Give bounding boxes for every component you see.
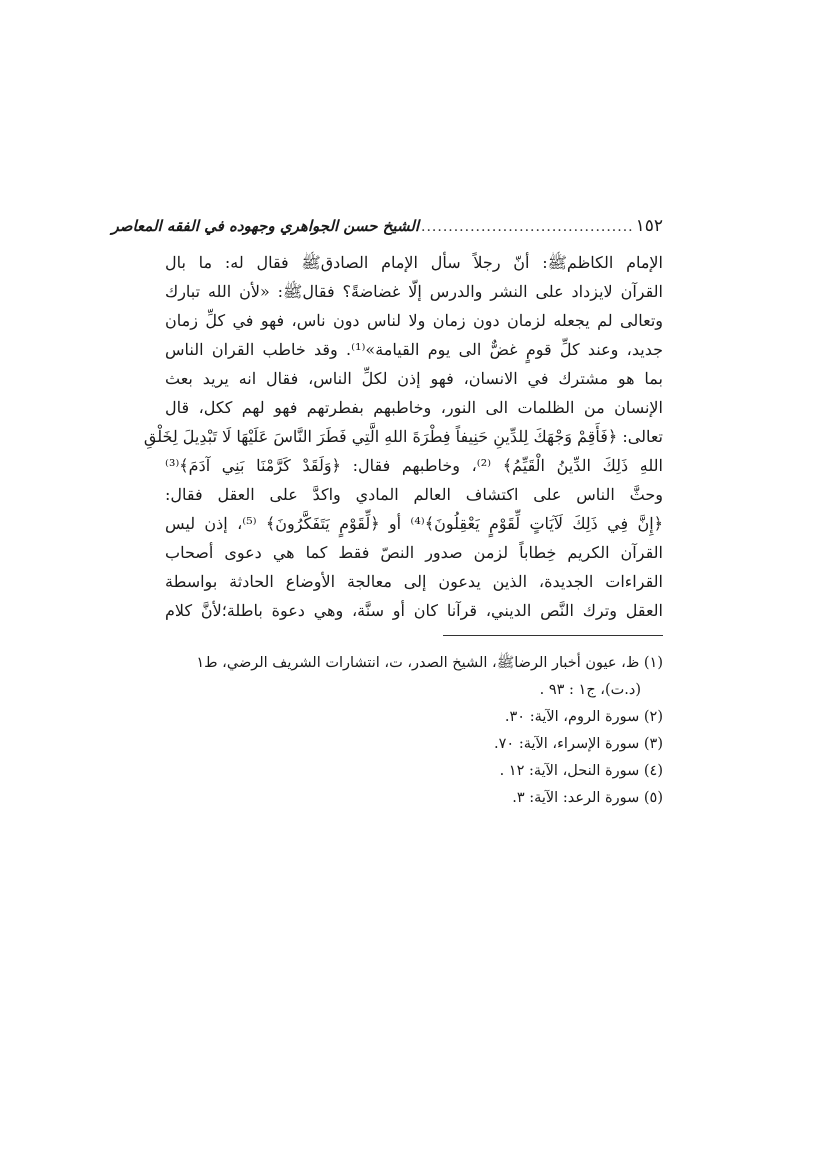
- body-line-quran: اللهِ ذَلِكَ الدِّينُ الْقَيِّمُ﴾ ⁽²⁾، وخاطبهم فقال: ﴿وَلَقَدْ كَرَّمْنَا بَنِي آدَمَ﴾⁽³⁾: [165, 456, 664, 475]
- body-line-quran: ﴿إِنَّ فِي ذَلِكَ لَآيَاتٍ لِّقَوْمٍ يَعْقِلُونَ﴾⁽⁴⁾ أو ﴿لِّقَوْمٍ يَتَفَكَّرُونَ﴾ ⁽⁵⁾، إذن ليس: [165, 514, 664, 533]
- running-title: الشيخ حسن الجواهري وجهوده في الفقه المعاصر: [111, 217, 420, 235]
- footnote: (١) ظ، عيون أخبار الرضاﷺ، الشيخ الصدر، ت، انتشارات الشريف الرضي، ط١: [196, 655, 663, 671]
- footnotes: [165, 636, 663, 812]
- body-line: الإنسان من الظلمات الى النور، وخاطبهم بفطرتهم فهو لهم ككل، قال: [165, 398, 663, 417]
- body-line: وتعالى لم يجعله لزمان دون زمان ولا لناس دون ناس، فهو في كلِّ زمان: [165, 311, 663, 330]
- footnote-continuation: (د.ت)، ج١ : ٩٣ .: [539, 682, 641, 698]
- running-header: [111, 212, 663, 240]
- footnote: (٣) سورة الإسراء، الآية: ٧٠.: [494, 736, 663, 752]
- book-page: [111, 212, 664, 812]
- footnote: (٤) سورة النحل، الآية: ١٢ .: [499, 763, 663, 779]
- body-line: القرآن الكريم خِطاباً لزمن صدور النصّ فقط كما هي دعوى أصحاب: [165, 543, 663, 562]
- footnote: (٥) سورة الرعد: الآية: ٣.: [512, 790, 663, 806]
- page-number: ١٥٢: [635, 216, 663, 236]
- body-line: الإمام الكاظمﷺ: أنّ رجلاً سأل الإمام الصادقﷺ فقال له: ما بال: [165, 253, 663, 272]
- body-line-quran: تعالى: ﴿فَأَقِمْ وَجْهَكَ لِلدِّينِ حَنِيفاً فِطْرَةَ اللهِ الَّتِي فَطَرَ النَّاسَ عَلَيْهَا لَا تَبْدِيلَ لِخَلْقِ: [143, 427, 663, 446]
- body-text: [143, 248, 664, 625]
- body-line: وحثَّ الناس على اكتشاف العالم المادي واكدَّ على العقل فقال:: [165, 485, 663, 504]
- body-line: جديد، وعند كلِّ قومٍ غضٌّ الى يوم القيامة»⁽¹⁾. وقد خاطب القران الناس: [165, 340, 663, 359]
- body-line: القرآن لايزداد على النشر والدرس إلّا غضاضةً؟ فقالﷺ: «لأن الله تبارك: [165, 282, 663, 301]
- body-line: العقل وترك النَّص الديني، قرآنا كان أو سنَّة، وهي دعوة باطلة؛لأنَّ كلام: [165, 601, 663, 620]
- header-leader-dots: .......................................: [421, 219, 634, 235]
- footnote: (٢) سورة الروم، الآية: ٣٠.: [504, 709, 663, 725]
- body-line: القراءات الجديدة، الذين يدعون إلى معالجة الأوضاع الحادثة بواسطة: [165, 572, 663, 591]
- body-line: بما هو مشترك في الانسان، فهو إذن لكلِّ الناس، فقال انه يريد بعث: [165, 369, 663, 388]
- footnote-separator: [443, 635, 663, 636]
